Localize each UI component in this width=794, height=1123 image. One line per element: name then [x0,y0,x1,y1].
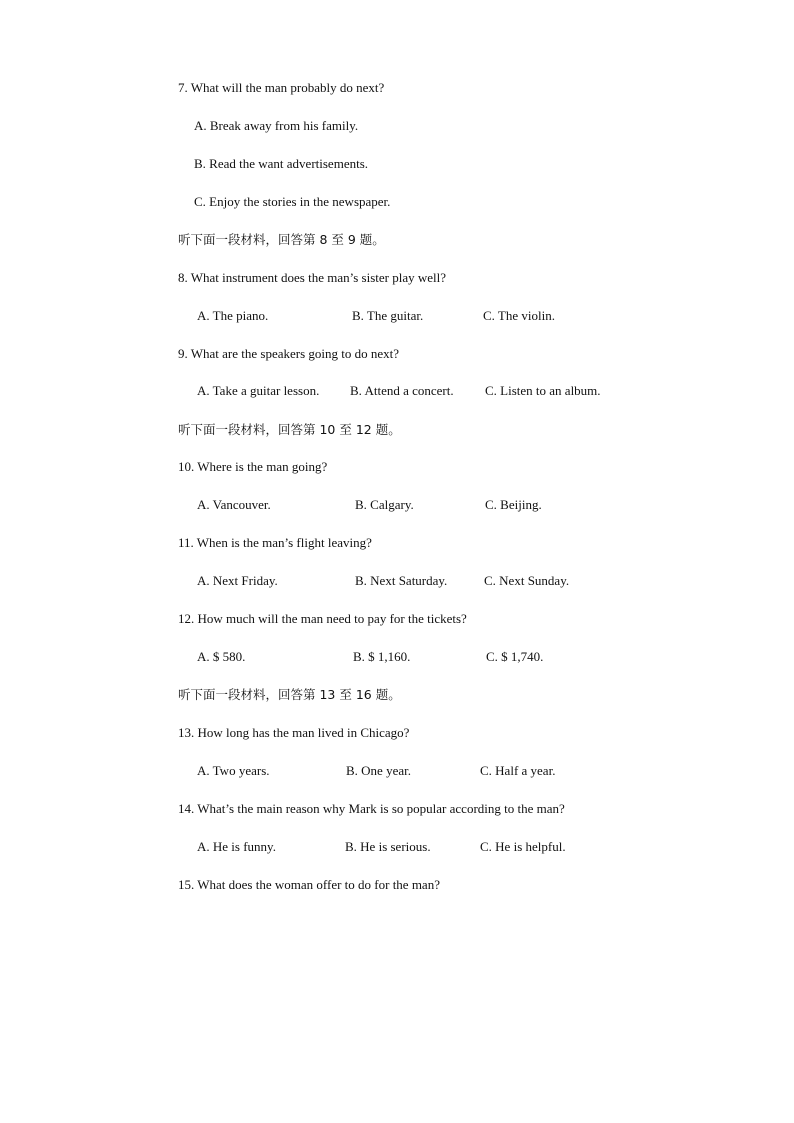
question-8-option-c: C. The violin. [483,308,555,323]
question-10-option-a: A. Vancouver. [197,497,271,512]
question-13-option-a: A. Two years. [197,763,270,778]
question-10-option-c: C. Beijing. [485,497,542,512]
question-15: 15. What does the woman offer to do for the man? [178,877,440,892]
question-8-option-a: A. The piano. [197,308,269,323]
question-12-option-a: A. $ 580. [197,649,246,664]
question-8-option-b: B. The guitar. [352,308,424,323]
question-10-option-b: B. Calgary. [355,497,414,512]
question-11-option-b: B. Next Saturday. [355,573,448,588]
question-7-option-c: C. Enjoy the stories in the newspaper. [194,194,391,209]
question-7-option-a: A. Break away from his family. [194,118,359,133]
question-14-option-c: C. He is helpful. [480,839,566,854]
question-12-option-c: C. $ 1,740. [486,649,544,664]
question-11: 11. When is the man’s flight leaving? [178,535,372,550]
question-13: 13. How long has the man lived in Chicago? [178,725,410,740]
question-7: 7. What will the man probably do next? [178,80,385,95]
section-instruction-10-12: 听下面一段材料，回答第 10 至 12 题。 [178,422,401,437]
question-13-option-c: C. Half a year. [480,763,556,778]
section-instruction-13-16: 听下面一段材料，回答第 13 至 16 题。 [178,687,401,702]
question-14: 14. What’s the main reason why Mark is so popular according to the man? [178,801,565,816]
question-13-option-b: B. One year. [346,763,411,778]
question-9-option-b: B. Attend a concert. [350,383,454,398]
question-9: 9. What are the speakers going to do next? [178,346,400,361]
question-12-option-b: B. $ 1,160. [353,649,411,664]
section-instruction-8-9: 听下面一段材料，回答第 8 至 9 题。 [178,232,385,247]
question-11-option-a: A. Next Friday. [197,573,278,588]
question-10: 10. Where is the man going? [178,459,328,474]
question-8: 8. What instrument does the man’s sister play well? [178,270,447,285]
question-9-option-c: C. Listen to an album. [485,383,601,398]
question-14-option-b: B. He is serious. [345,839,431,854]
question-9-option-a: A. Take a guitar lesson. [197,383,320,398]
question-12: 12. How much will the man need to pay for the tickets? [178,611,467,626]
question-11-option-c: C. Next Sunday. [484,573,570,588]
question-14-option-a: A. He is funny. [197,839,276,854]
question-7-option-b: B. Read the want advertisements. [194,156,369,171]
